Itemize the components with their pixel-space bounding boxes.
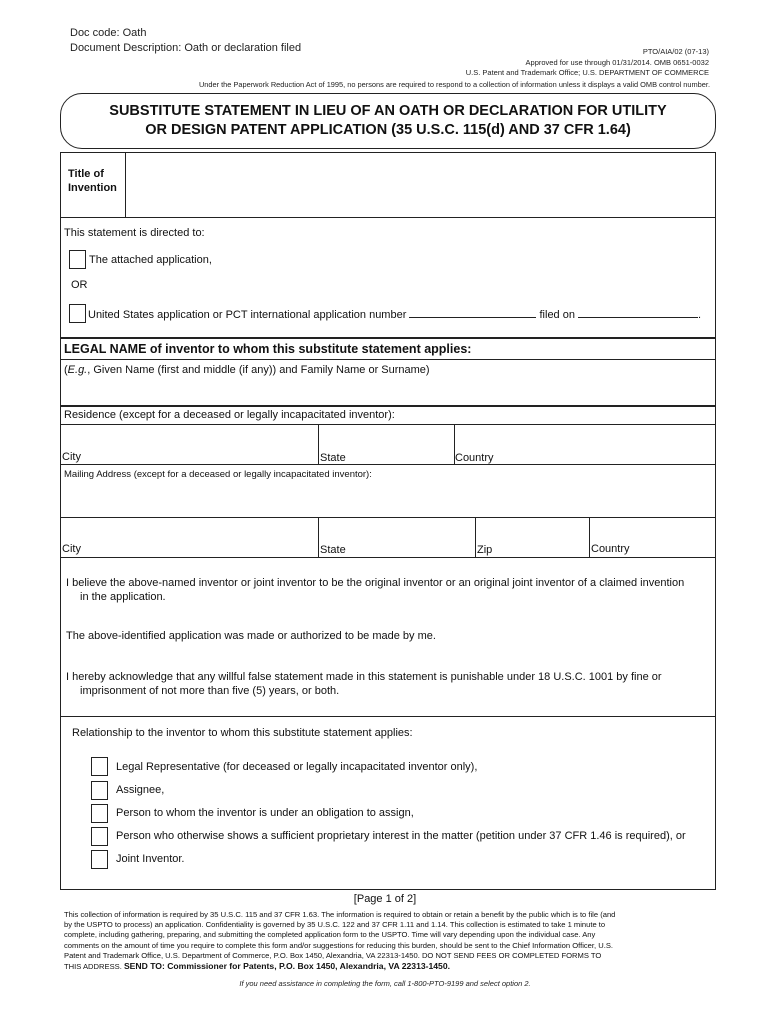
belief-statement xyxy=(66,576,706,604)
belief-line2: in the application. xyxy=(80,591,166,603)
divider xyxy=(61,464,715,465)
mailing-address-input[interactable] xyxy=(65,483,705,513)
application-number-label xyxy=(88,308,701,321)
doc-code: Doc code: Oath xyxy=(70,27,147,39)
application-number-checkbox[interactable] xyxy=(69,304,86,323)
legal-representative-checkbox[interactable] xyxy=(91,757,108,776)
legal-representative-label: Legal Representative (for deceased or legally incapacitated inventor only), xyxy=(116,761,478,773)
proprietary-interest-checkbox[interactable] xyxy=(91,827,108,846)
assignee-label: Assignee, xyxy=(116,784,165,796)
joint-inventor-label: Joint Inventor. xyxy=(116,853,185,865)
substitute-statement-form xyxy=(60,152,716,890)
residence-country-label: Country xyxy=(455,452,494,464)
invention-label-line1: Title of xyxy=(68,168,104,180)
form-meta xyxy=(189,47,709,79)
divider xyxy=(61,424,715,425)
mailing-zip-input[interactable] xyxy=(478,520,586,542)
assistance-note: If you need assistance in completing the form, call 1-800-PTO-9199 and select option 2. xyxy=(239,979,531,988)
residence-state-label: State xyxy=(320,452,346,464)
invention-label xyxy=(68,167,117,195)
burden-line: Patent and Trademark Office, U.S. Department of Commerce, P.O. Box 1450, Alexandria, VA 22313-1450. DO NOT SEND FEES OR COMPLETED FORMS TO xyxy=(64,950,602,960)
divider xyxy=(125,153,126,217)
burden-prefix: THIS ADDRESS. xyxy=(64,962,122,972)
mailing-country-input[interactable] xyxy=(592,520,707,542)
divider xyxy=(475,517,476,557)
divider xyxy=(318,517,319,557)
application-number-text: United States application or PCT international application number xyxy=(88,309,407,321)
attached-application-label: The attached application, xyxy=(89,254,212,266)
directed-to-intro: This statement is directed to: xyxy=(64,227,205,239)
invention-title-input[interactable] xyxy=(131,159,709,211)
mailing-country-label: Country xyxy=(591,543,630,555)
or-label: OR xyxy=(71,279,88,291)
example-prefix: ( xyxy=(64,364,68,376)
divider xyxy=(589,517,590,557)
obligation-to-assign-checkbox[interactable] xyxy=(91,804,108,823)
assignee-checkbox[interactable] xyxy=(91,781,108,800)
divider xyxy=(61,557,715,558)
mailing-state-input[interactable] xyxy=(321,520,471,542)
form-title-line1: SUBSTITUTE STATEMENT IN LIEU OF AN OATH OR DECLARATION FOR UTILITY xyxy=(109,103,667,119)
divider xyxy=(61,517,715,518)
send-to-address: SEND TO: Commissioner for Patents, P.O. Box 1450, Alexandria, VA 22313-1450. xyxy=(123,961,450,972)
divider xyxy=(61,337,715,339)
ack-line2: imprisonment of not more than five (5) years, or both. xyxy=(80,685,340,697)
attached-application-checkbox[interactable] xyxy=(69,250,86,269)
application-number-field[interactable] xyxy=(409,308,536,318)
ack-line1: I hereby acknowledge that any willful false statement made in this statement is punishable under 18 U.S.C. 1001 by fine or xyxy=(66,671,662,683)
mailing-state-label: State xyxy=(320,544,346,556)
invention-label-line2: Invention xyxy=(68,182,117,194)
burden-statement xyxy=(64,910,712,972)
residence-country-input[interactable] xyxy=(457,427,707,449)
burden-line: This collection of information is required by 35 U.S.C. 115 and 37 CFR 1.63. The information is required to obtain or retain a benefit by the public which is to file (and xyxy=(64,910,616,919)
relationship-intro: Relationship to the inventor to whom this substitute statement applies: xyxy=(72,727,413,739)
acknowledgment-statement xyxy=(66,670,706,698)
mailing-city-input[interactable] xyxy=(63,520,313,542)
burden-line: comments on the amount of time you require to complete this form and/or suggestions for reducing this burden, should be sent to the Chief Information Officer, U.S. xyxy=(64,940,614,950)
obligation-to-assign-label: Person to whom the inventor is under an obligation to assign, xyxy=(116,807,414,819)
burden-line xyxy=(64,961,712,972)
mailing-address-label: Mailing Address (except for a deceased or legally incapacitated inventor): xyxy=(64,469,372,480)
residence-state-input[interactable] xyxy=(321,427,451,449)
page-indicator: [Page 1 of 2] xyxy=(353,893,417,905)
divider xyxy=(61,359,715,360)
legal-name-example xyxy=(64,364,430,376)
form-number: PTO/AIA/02 (07-13) xyxy=(642,47,709,56)
legal-name-heading: LEGAL NAME of inventor to whom this substitute statement applies: xyxy=(64,342,472,356)
example-rest: , Given Name (first and middle (if any)) and Family Name or Surname) xyxy=(87,364,430,376)
proprietary-interest-label: Person who otherwise shows a sufficient proprietary interest in the matter (petition under 37 CFR 1.46 is required), or xyxy=(116,830,686,842)
example-italic: E.g. xyxy=(67,364,88,376)
mailing-city-label: City xyxy=(62,543,81,555)
residence-city-input[interactable] xyxy=(63,427,313,449)
joint-inventor-checkbox[interactable] xyxy=(91,850,108,869)
divider xyxy=(318,424,319,464)
divider xyxy=(61,405,715,407)
residence-label: Residence (except for a deceased or legally incapacitated inventor): xyxy=(64,409,395,421)
form-title-line2: OR DESIGN PATENT APPLICATION (35 U.S.C. 115(d) AND 37 CFR 1.64) xyxy=(145,122,631,138)
office-name: U.S. Patent and Trademark Office; U.S. DEPARTMENT OF COMMERCE xyxy=(465,68,709,77)
doc-description: Document Description: Oath or declaration filed xyxy=(70,42,302,54)
filed-on-label: filed on xyxy=(539,309,575,321)
paperwork-notice: Under the Paperwork Reduction Act of 1995, no persons are required to respond to a collection of information unless it displays a valid OMB control number. xyxy=(198,80,710,89)
form-title xyxy=(60,93,716,149)
divider xyxy=(61,716,715,717)
residence-city-label: City xyxy=(62,451,81,463)
burden-line: by the USPTO to process) an application. Confidentiality is governed by 35 U.S.C. 122 and 37 CFR 1.11 and 1.14. This collection is estimated to take 1 minute to xyxy=(64,920,606,930)
mailing-zip-label: Zip xyxy=(477,544,493,556)
legal-name-input[interactable] xyxy=(65,379,705,403)
divider xyxy=(61,217,715,218)
period: . xyxy=(698,309,702,321)
belief-line1: I believe the above-named inventor or joint inventor to be the original inventor or an original joint inventor of a claimed invention xyxy=(66,577,685,589)
authorized-statement: The above-identified application was made or authorized to be made by me. xyxy=(66,630,436,642)
omb-approval: Approved for use through 01/31/2014. OMB 0651-0032 xyxy=(525,57,709,67)
burden-line: complete, including gathering, preparing, and submitting the completed application form to the USPTO. Time will vary depending upon the individual case. Any xyxy=(64,930,596,940)
filed-on-field[interactable] xyxy=(578,308,698,318)
